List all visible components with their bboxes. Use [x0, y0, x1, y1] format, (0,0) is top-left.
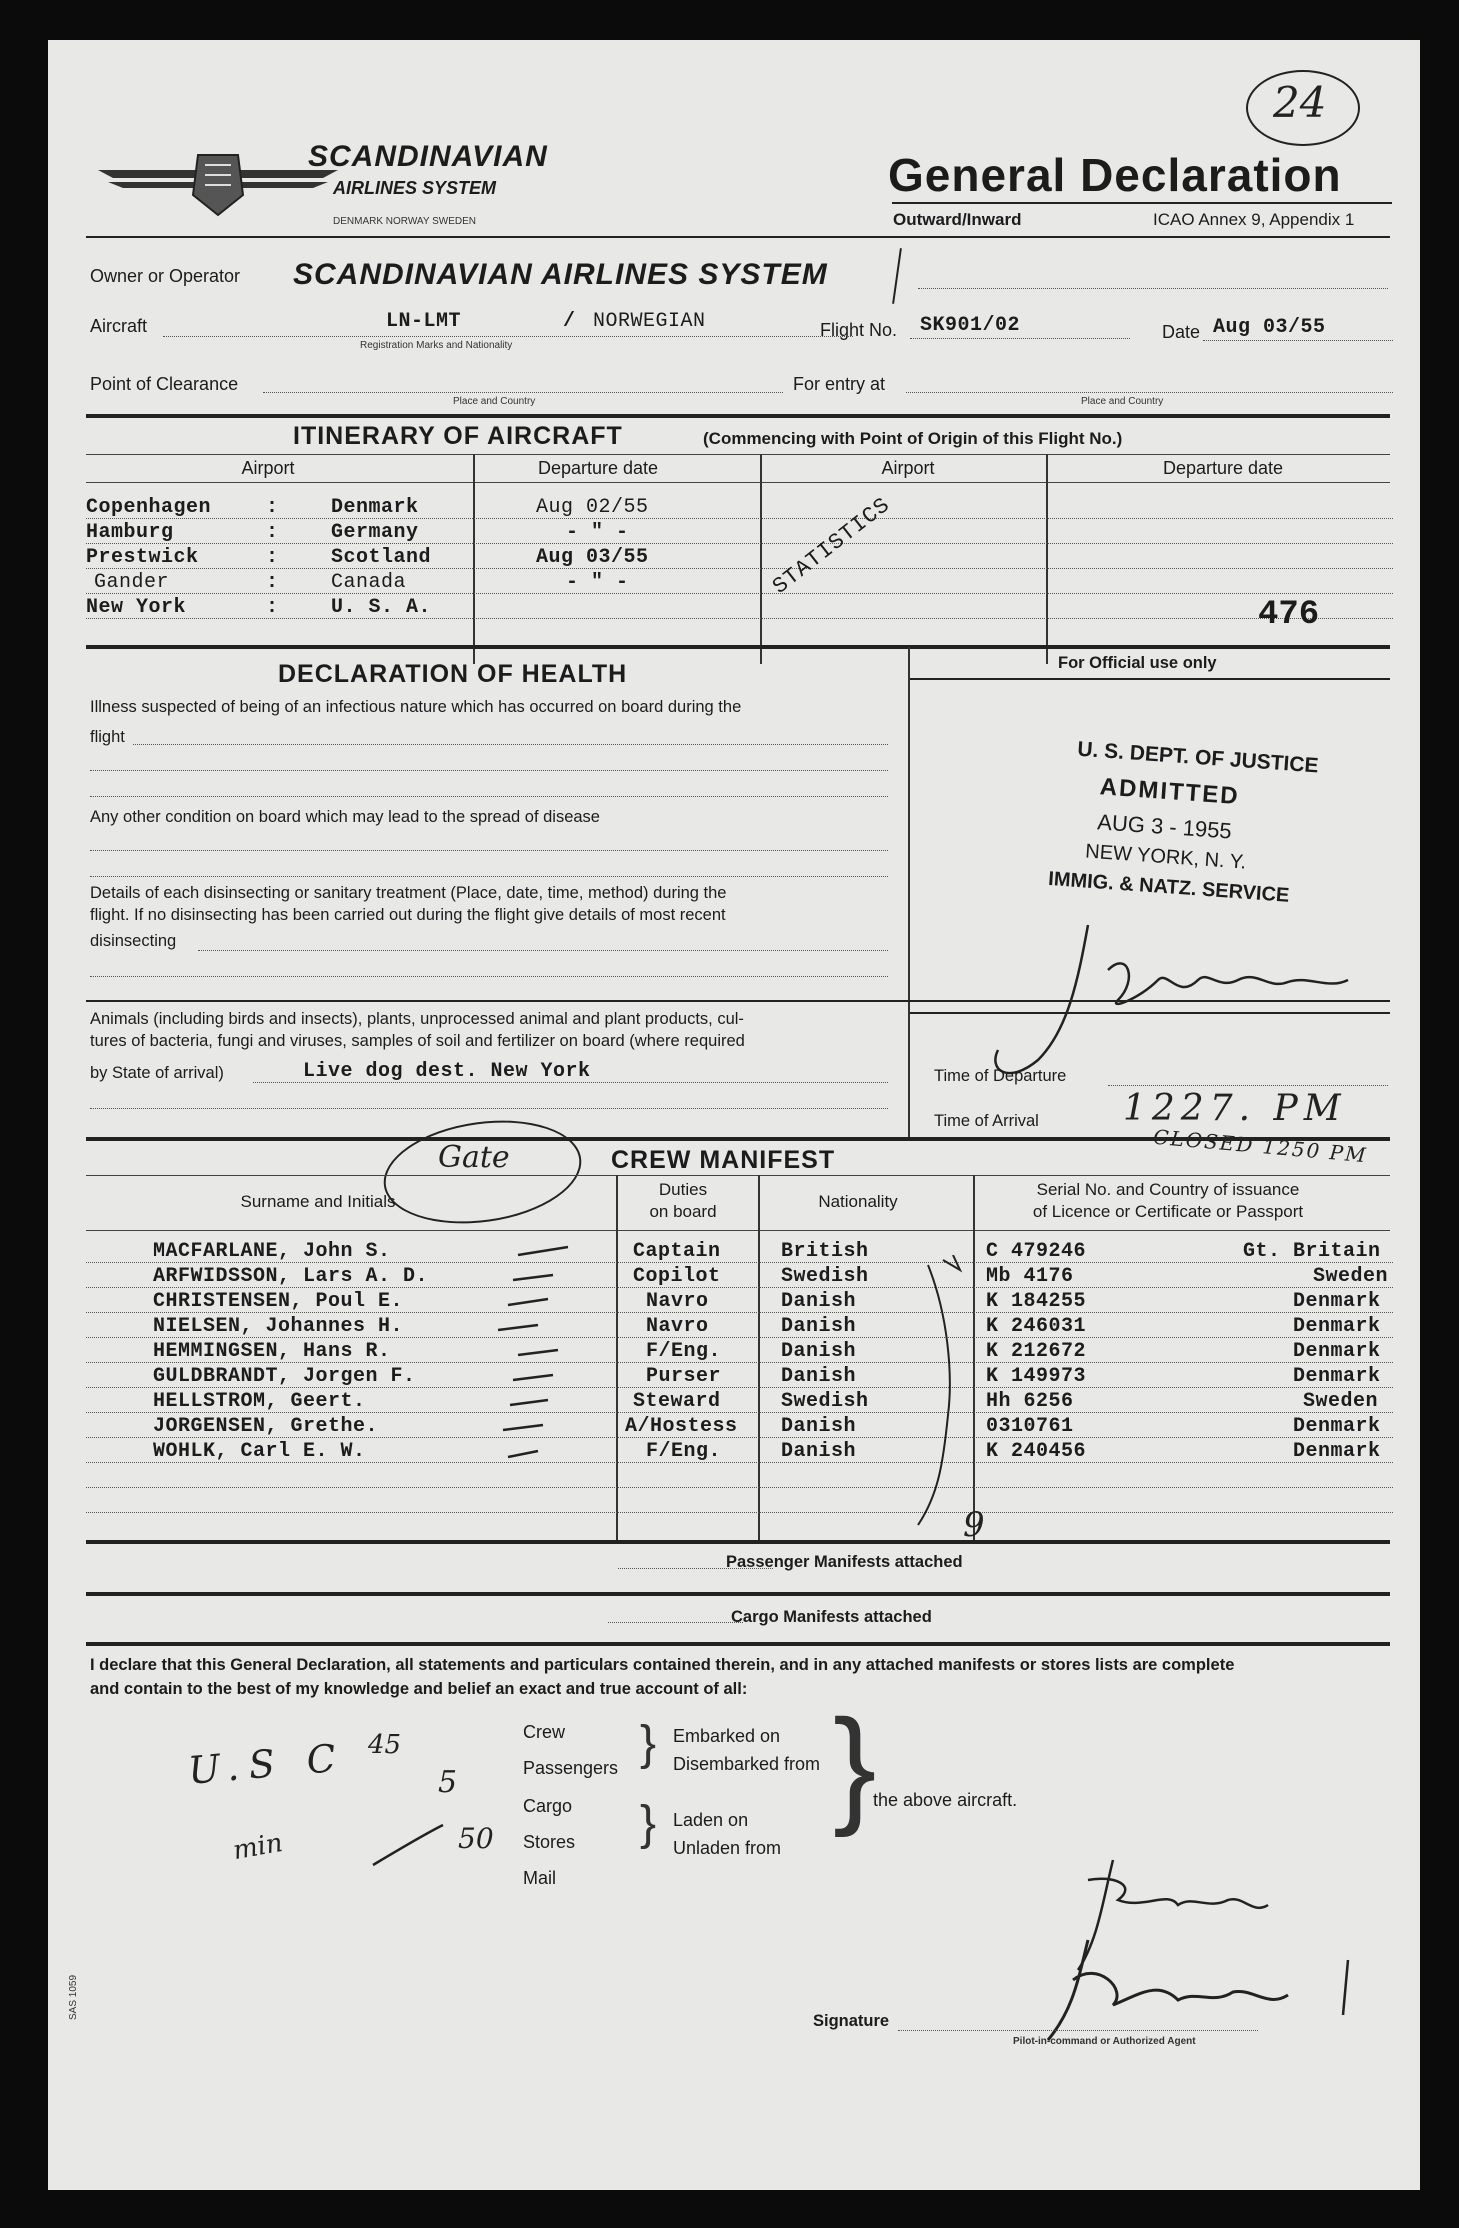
crew-duty: Captain [633, 1240, 721, 1263]
decl-unladen: Unladen from [673, 1838, 782, 1858]
health-q4b: tures of bacteria, fungi and viruses, samples of soil and fertilizer on board (where required [90, 1032, 745, 1050]
crew-serial: K 246031 [986, 1315, 1087, 1338]
hw-slash-icon [368, 1820, 448, 1870]
crew-name: CHRISTENSEN, Poul E. [153, 1290, 404, 1313]
gate-note: Gate [438, 1140, 510, 1175]
health-q1: Illness suspected of being of an infectious nature which has occurred on board during the [90, 698, 742, 716]
flight-no-line [910, 338, 1130, 339]
itinerary-city: Prestwick [86, 546, 199, 569]
decl-stores: Stores [523, 1832, 576, 1852]
crew-nationality: Swedish [781, 1265, 869, 1288]
crew-row-line [86, 1487, 1393, 1488]
col-duties-2: on board [649, 1202, 717, 1221]
clearance-caption: Place and Country [453, 396, 536, 407]
bracket-1: } [640, 1717, 657, 1770]
crew-row-line [86, 1337, 1393, 1338]
stamp-line-3: AUG 3 - 1955 [1096, 809, 1233, 844]
page-number: 24 [1273, 78, 1327, 127]
itinerary-country: Germany [331, 521, 419, 544]
crew-duty: F/Eng. [646, 1440, 722, 1463]
stamp-line-1: U. S. DEPT. OF JUSTICE [1076, 737, 1320, 778]
stamp-line-4: NEW YORK, N. Y. [1084, 840, 1247, 874]
crew-country: Sweden [1313, 1265, 1389, 1288]
crew-nationality: Swedish [781, 1390, 869, 1413]
operator-value: SCANDINAVIAN AIRLINES SYSTEM [293, 258, 828, 291]
col-duties: Duties [658, 1180, 708, 1199]
decl-embarked: Embarked on [673, 1726, 781, 1746]
col-airport: Airport [241, 458, 295, 478]
signature-line [898, 2030, 1258, 2031]
crew-serial: K 149973 [986, 1365, 1087, 1388]
itin-row-line [86, 518, 1393, 519]
statistics-stamp: STATISTICS [768, 492, 896, 600]
crew-row-line [86, 1287, 1393, 1288]
crew-duty: Steward [633, 1390, 721, 1413]
time-arrival-label: Time of Arrival [934, 1112, 1039, 1130]
health-q4c: by State of arrival) [90, 1064, 224, 1082]
itinerary-note: (Commencing with Point of Origin of this Flight No.) [703, 429, 1123, 448]
signature-caption: Pilot-in-command or Authorized Agent [1013, 2036, 1196, 2047]
crew-name: NIELSEN, Johannes H. [153, 1315, 404, 1338]
crew-count-note: 9 [963, 1505, 985, 1545]
col-serial: Serial No. and Country of issuance [1036, 1180, 1300, 1199]
itinerary-sep: : [266, 546, 279, 569]
form-title: General Declaration [888, 149, 1342, 201]
cargo-manifest-label: Cargo Manifests attached [731, 1608, 932, 1626]
health-q4: Animals (including birds and insects), plants, unprocessed animal and plant products, cul- [90, 1010, 744, 1028]
cargo-manifest-line [608, 1622, 743, 1623]
stamp-line-2: ADMITTED [1098, 773, 1241, 811]
health-q3b: flight. If no disinsecting has been carried out during the flight give details of most recent [90, 906, 726, 924]
form-subtitle-annex: ICAO Annex 9, Appendix 1 [1153, 210, 1355, 229]
crew-row-line [86, 1437, 1393, 1438]
crew-name: HEMMINGSEN, Hans R. [153, 1340, 391, 1363]
itin-row-line [86, 618, 1393, 619]
date-line [1203, 340, 1393, 341]
form-subtitle-direction: Outward/Inward [893, 210, 1022, 229]
aircraft-label: Aircraft [90, 316, 148, 336]
itinerary-date: Aug 02/55 [536, 496, 649, 519]
crew-country: Gt. Britain [1243, 1240, 1381, 1263]
itinerary-sep: : [266, 596, 279, 619]
crew-nationality: Danish [781, 1340, 857, 1363]
airline-subname: AIRLINES SYSTEM [333, 178, 497, 198]
rule-times [910, 1012, 1390, 1014]
crew-nationality: British [781, 1240, 869, 1263]
time-departure-line [1108, 1085, 1388, 1086]
health-line [90, 796, 888, 797]
itin-vline-3 [1046, 454, 1048, 664]
official-box-rule [910, 678, 1390, 680]
crew-row-line [86, 1462, 1393, 1463]
itinerary-sep: : [266, 521, 279, 544]
crew-duty: F/Eng. [646, 1340, 722, 1363]
crew-name: HELLSTROM, Geert. [153, 1390, 366, 1413]
time-departure-label: Time of Departure [934, 1067, 1067, 1085]
entry-label: For entry at [793, 374, 886, 394]
airline-logo-icon [93, 140, 343, 220]
crew-nationality: Danish [781, 1315, 857, 1338]
itinerary-sep: : [266, 496, 279, 519]
crew-name: MACFARLANE, John S. [153, 1240, 391, 1263]
aircraft-line [163, 336, 853, 337]
col-serial-2: of Licence or Certificate or Passport [1032, 1202, 1304, 1221]
signature-label: Signature [813, 2012, 890, 2030]
col-airport-2: Airport [881, 458, 935, 478]
itin-row-line [86, 568, 1393, 569]
crew-duty: Copilot [633, 1265, 721, 1288]
hw-50: 50 [458, 1822, 494, 1855]
itinerary-date: - " - [566, 521, 629, 544]
rule-itinerary [86, 414, 1390, 418]
health-q3: Details of each disinsecting or sanitary treatment (Place, date, time, method) during the [90, 884, 727, 902]
airline-name: SCANDINAVIAN [308, 140, 548, 173]
header-divider [892, 202, 1392, 204]
crew-country: Denmark [1293, 1290, 1381, 1313]
decl-laden: Laden on [673, 1810, 749, 1830]
itinerary-number: 476 [1258, 596, 1320, 634]
health-q4-answer: Live dog dest. New York [303, 1060, 591, 1083]
hw-45: 45 [368, 1730, 402, 1760]
crew-name: ARFWIDSSON, Lars A. D. [153, 1265, 429, 1288]
crew-duty: Purser [646, 1365, 722, 1388]
official-title: For Official use only [1058, 654, 1217, 672]
crew-serial: C 479246 [986, 1240, 1087, 1263]
itinerary-city: Copenhagen [86, 496, 212, 519]
rule-declaration [86, 1642, 1390, 1646]
itinerary-title: ITINERARY OF AIRCRAFT [293, 422, 623, 450]
crew-row-line [86, 1312, 1393, 1313]
crew-nationality: Danish [781, 1440, 857, 1463]
crew-country: Sweden [1303, 1390, 1379, 1413]
itinerary-country: Denmark [331, 496, 419, 519]
itin-vline-1 [473, 454, 475, 664]
flight-no-value: SK901/02 [920, 314, 1021, 337]
rule-itinerary-head [86, 454, 1390, 455]
stamp-line-5: IMMIG. & NATZ. SERVICE [1047, 867, 1291, 907]
decl-crew: Crew [523, 1722, 566, 1742]
health-line [90, 770, 888, 771]
itinerary-city: Hamburg [86, 521, 174, 544]
health-divider [908, 647, 910, 1137]
crew-duty: Navro [646, 1290, 709, 1313]
clearance-label: Point of Clearance [90, 374, 239, 394]
rule-crew-cols [86, 1230, 1390, 1231]
operator-slash [892, 248, 902, 304]
crew-nationality: Danish [781, 1365, 857, 1388]
declaration-form [48, 40, 1420, 2190]
crew-serial: K 240456 [986, 1440, 1087, 1463]
hw-usc: U.S C [186, 1735, 348, 1793]
crew-serial: K 184255 [986, 1290, 1087, 1313]
crew-name: JORGENSEN, Grethe. [153, 1415, 379, 1438]
health-line [90, 976, 888, 977]
col-name: Surname and Initials [240, 1192, 396, 1211]
flight-no-label: Flight No. [820, 320, 898, 340]
itinerary-sep: : [266, 571, 279, 594]
itinerary-date: - " - [566, 571, 629, 594]
col-departure-2: Departure date [1162, 458, 1284, 478]
crew-country: Denmark [1293, 1315, 1381, 1338]
rule-crew-head [86, 1175, 1390, 1176]
itinerary-date: Aug 03/55 [536, 546, 649, 569]
health-line [90, 850, 888, 851]
entry-line [906, 392, 1393, 393]
entry-caption: Place and Country [1081, 396, 1164, 407]
health-title: DECLARATION OF HEALTH [278, 660, 628, 688]
crew-nationality: Danish [781, 1415, 857, 1438]
crew-duty: A/Hostess [625, 1415, 738, 1438]
decl-cargo: Cargo [523, 1796, 573, 1816]
crew-name: GULDBRANDT, Jorgen F. [153, 1365, 416, 1388]
itinerary-country: Scotland [331, 546, 432, 569]
admitted-stamp [1047, 736, 1320, 907]
date-label: Date [1162, 322, 1201, 342]
itinerary-city: New York [86, 596, 187, 619]
itin-row-line [86, 593, 1393, 594]
date-value: Aug 03/55 [1213, 316, 1326, 339]
health-q3c: disinsecting [90, 932, 177, 950]
airline-countries: DENMARK NORWAY SWEDEN [333, 216, 476, 227]
crew-country: Denmark [1293, 1415, 1381, 1438]
rule-crew [86, 1137, 1390, 1141]
passenger-manifest-label: Passenger Manifests attached [726, 1553, 963, 1571]
crew-nationality: Danish [781, 1290, 857, 1313]
crew-serial: 0310761 [986, 1415, 1074, 1438]
health-line [253, 1082, 888, 1083]
crew-name: WOHLK, Carl E. W. [153, 1440, 366, 1463]
time-arrival-value: 1227. PM [1123, 1088, 1347, 1129]
aircraft-nationality: NORWEGIAN [593, 310, 706, 333]
crew-row-line [86, 1512, 1393, 1513]
crew-row-line [86, 1362, 1393, 1363]
col-departure: Departure date [537, 458, 659, 478]
decl-disembarked: Disembarked from [673, 1754, 821, 1774]
crew-row-line [86, 1262, 1393, 1263]
crew-serial: Hh 6256 [986, 1390, 1074, 1413]
crew-serial: K 212672 [986, 1340, 1087, 1363]
form-code: SAS 1059 [68, 1974, 79, 2020]
itin-vline-2 [760, 454, 762, 664]
health-q2: Any other condition on board which may lead to the spread of disease [90, 808, 600, 826]
bracket-3: } [833, 1692, 877, 1838]
operator-label: Owner or Operator [90, 266, 241, 286]
rule-cargo [86, 1592, 1390, 1596]
col-nationality: Nationality [818, 1192, 898, 1211]
crew-table [48, 1240, 1420, 1540]
health-line [90, 876, 888, 877]
itinerary-country: Canada [331, 571, 407, 594]
aircraft-registration: LN-LMT [386, 310, 462, 333]
decl-passengers: Passengers [523, 1758, 619, 1778]
decl-mail: Mail [523, 1868, 557, 1888]
clearance-line [263, 392, 783, 393]
crew-row-line [86, 1412, 1393, 1413]
crew-tick-marks-icon [488, 1235, 608, 1475]
crew-title: CREW MANIFEST [611, 1146, 836, 1174]
itinerary-country: U. S. A. [331, 596, 432, 619]
hw-min: min [230, 1827, 285, 1867]
declaration-text-1: I declare that this General Declaration, all statements and particulars contained therein, and in any attached manifests or stores lists are complete [90, 1656, 1235, 1674]
crew-row-line [86, 1387, 1393, 1388]
bracket-2: } [640, 1797, 657, 1850]
hw-5: 5 [438, 1765, 458, 1800]
decl-above: the above aircraft. [873, 1790, 1018, 1810]
rule-health [86, 645, 1390, 649]
rule-manifests [86, 1540, 1390, 1544]
itinerary-city: Gander [94, 571, 170, 594]
itin-row-line [86, 543, 1393, 544]
health-line [198, 950, 888, 951]
rule-itinerary-cols [86, 482, 1390, 483]
crew-duty: Navro [646, 1315, 709, 1338]
health-line [90, 1108, 888, 1109]
aircraft-slash: / [563, 310, 576, 333]
health-line [133, 744, 888, 745]
closed-note: CLOSED 1250 PM [1152, 1124, 1369, 1168]
crew-country: Denmark [1293, 1365, 1381, 1388]
operator-line [918, 288, 1388, 289]
crew-serial: Mb 4176 [986, 1265, 1074, 1288]
rule-top [86, 236, 1390, 238]
crew-country: Denmark [1293, 1440, 1381, 1463]
aircraft-caption: Registration Marks and Nationality [360, 340, 513, 351]
health-q1b: flight [90, 728, 125, 746]
declaration-text-2: and contain to the best of my knowledge and belief an exact and true account of all: [90, 1680, 748, 1698]
crew-country: Denmark [1293, 1340, 1381, 1363]
